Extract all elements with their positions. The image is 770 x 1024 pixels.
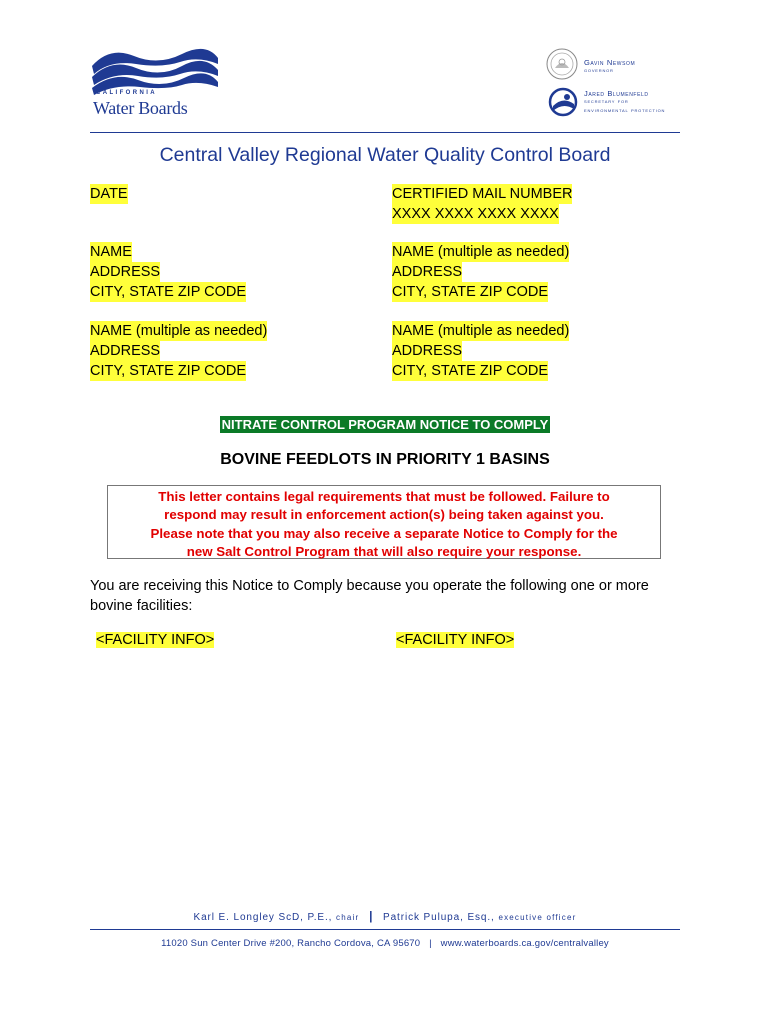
notice-title-wrap <box>90 416 680 434</box>
recipient-address: ADDRESS <box>392 343 463 359</box>
facility-info-right <box>396 632 514 648</box>
recipient-city: CITY, STATE ZIP CODE <box>392 284 549 300</box>
date-placeholder: DATE <box>90 186 128 202</box>
facility-info-placeholder: <FACILITY INFO> <box>96 632 215 648</box>
facility-info-placeholder: <FACILITY INFO> <box>396 632 515 648</box>
notice-title: NITRATE CONTROL PROGRAM NOTICE TO COMPLY <box>221 417 549 432</box>
calepa-logo-icon <box>548 87 578 117</box>
recipient-block-4 <box>392 321 569 381</box>
footer-rule <box>90 929 680 930</box>
header-rule <box>90 132 680 133</box>
recipient-block-2 <box>90 321 267 381</box>
footer-website-link[interactable]: www.waterboards.ca.gov/centralvalley <box>440 938 609 949</box>
recipient-block-3 <box>392 242 569 302</box>
intro-line-2: bovine facilities: <box>90 598 193 614</box>
secretary-name: Jared Blumenfeld <box>584 89 649 98</box>
intro-line-1: You are receiving this Notice to Comply because you operate the following one or more <box>90 578 649 594</box>
governor-name: Gavin Newsom <box>584 58 636 67</box>
certified-mail-label: CERTIFIED MAIL NUMBER <box>392 186 573 202</box>
officer-name: Patrick Pulupa, Esq., <box>383 912 495 923</box>
warning-line-3: Please note that you may also receive a separate Notice to Comply for the <box>150 525 618 541</box>
recipient-name: NAME (multiple as needed) <box>392 244 570 260</box>
footer-contact-separator: | <box>429 938 432 949</box>
recipient-name: NAME (multiple as needed) <box>392 323 570 339</box>
recipient-city: CITY, STATE ZIP CODE <box>392 363 549 379</box>
governor-title: governor <box>584 68 614 74</box>
certified-mail-block <box>392 184 572 224</box>
certified-mail-number: XXXX XXXX XXXX XXXX <box>392 206 559 222</box>
recipient-name: NAME (multiple as needed) <box>90 323 268 339</box>
chair-title: chair <box>336 913 360 922</box>
chair-name: Karl E. Longley ScD, P.E., <box>193 912 333 923</box>
recipient-city: CITY, STATE ZIP CODE <box>90 363 247 379</box>
footer-separator: | <box>369 909 374 923</box>
secretary-title-line2: environmental protection <box>584 108 666 114</box>
facility-info-left <box>96 632 214 648</box>
warning-line-4: new Salt Control Program that will also require your response. <box>186 543 582 559</box>
state-seal-icon <box>546 48 578 80</box>
board-title: Central Valley Regional Water Quality Control Board <box>159 144 611 166</box>
officer-title: executive officer <box>498 913 577 922</box>
legal-warning-box <box>107 485 661 559</box>
warning-line-1: This letter contains legal requirements that must be followed. Failure to <box>158 489 610 504</box>
document-subtitle: BOVINE FEEDLOTS IN PRIORITY 1 BASINS <box>220 451 550 468</box>
warning-line-2: respond may result in enforcement action(s) being taken against you. <box>164 507 604 523</box>
footer-contact <box>90 938 680 949</box>
secretary-block <box>584 89 665 116</box>
logo-name: Water Boards <box>93 98 188 118</box>
recipient-name: NAME <box>90 244 132 260</box>
intro-paragraph <box>90 576 690 616</box>
recipient-address: ADDRESS <box>90 343 161 359</box>
recipient-address: ADDRESS <box>90 264 161 280</box>
recipient-address: ADDRESS <box>392 264 463 280</box>
footer-address: 11020 Sun Center Drive #200, Rancho Cordova, CA 95670 <box>161 938 421 949</box>
recipient-city: CITY, STATE ZIP CODE <box>90 284 247 300</box>
governor-block <box>584 58 635 76</box>
date-field <box>90 184 128 204</box>
logo-state-label: CALIFORNIA <box>96 90 157 96</box>
secretary-title-line1: secretary for <box>584 99 629 105</box>
recipient-block-1 <box>90 242 246 302</box>
footer-officers <box>90 909 680 923</box>
